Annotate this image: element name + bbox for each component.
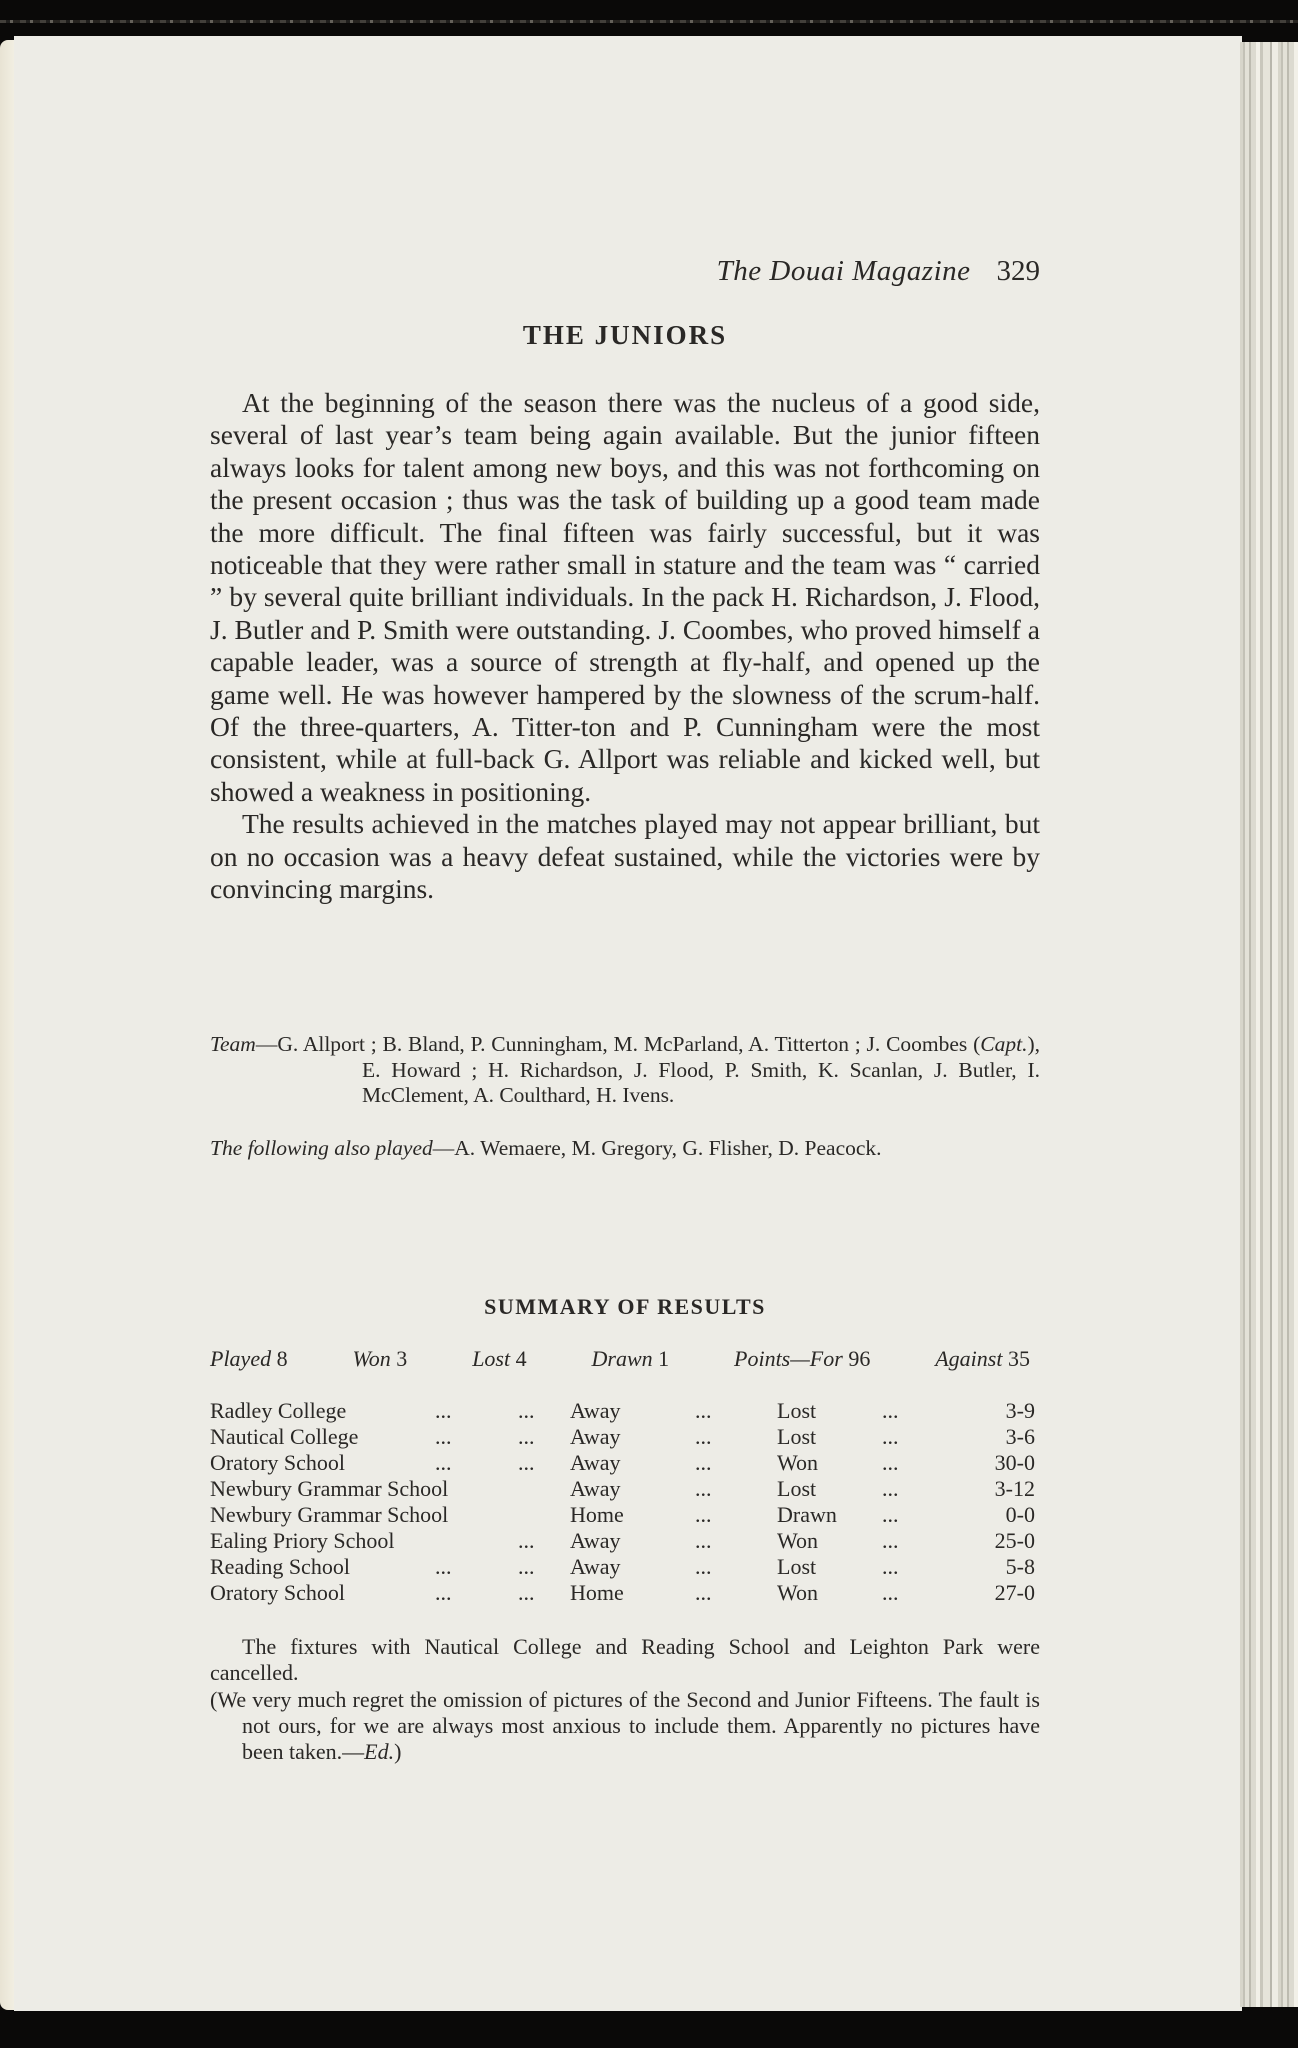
opponent-cell [210,1554,570,1580]
score-cell: 3-9 [1005,1398,1035,1423]
results-table [210,1398,1035,1606]
article-title: THE JUNIORS [522,320,728,350]
stat-value: 35 [1007,1346,1030,1371]
table-row [210,1502,1035,1528]
summary-title: SUMMARY OF RESULTS [484,1294,766,1319]
opponent-name: Newbury Grammar School [210,1502,449,1527]
leader-dots: ... [882,1502,899,1527]
editor-note-close: ) [394,1739,402,1765]
stat-label: Points—For [734,1346,843,1371]
opponent-name: Nautical College [210,1424,359,1449]
team-names: —G. Allport ; B. Bland, P. Cunningham, M. McParland, A. Titterton ; J. Coombes ( [255,1032,981,1056]
result-cell: Lost [777,1424,817,1449]
leader-dots: ... [435,1398,452,1423]
stat-label: Played [210,1346,272,1371]
result-cell: Lost [777,1554,817,1579]
editor-note-text: (We very much regret the omission of pictures of the Second and Junior Fifteens. The fault is not ours, for we are always most anxious to include them. Apparently no pictures have been taken.— [210,1686,1040,1765]
leader-dots: ... [518,1450,535,1475]
opponent-cell [210,1528,570,1554]
also-played-label: The following also played [210,1135,433,1160]
opponent-cell [210,1424,570,1450]
leader-dots: ... [695,1502,712,1527]
leader-dots: ... [518,1424,535,1449]
article-body [210,387,1040,906]
venue-cell: Away [570,1424,621,1449]
leader-dots: ... [695,1476,712,1501]
editor-note [210,1687,1040,1766]
opponent-name: Oratory School [210,1450,346,1475]
stat-label: Won [352,1346,391,1371]
leader-dots: ... [882,1554,899,1579]
score-cell: 3-12 [994,1476,1035,1501]
team-lists [210,1032,1040,1188]
page-number: 329 [996,255,1040,287]
leader-dots: ... [695,1528,712,1553]
table-row [210,1398,1035,1424]
score-cell: 3-6 [1005,1424,1035,1449]
stat-item [472,1346,526,1372]
opponent-name: Reading School [210,1554,350,1579]
stat-label: Against [935,1346,1003,1371]
result-cell: Lost [777,1476,817,1501]
paragraph: The results achieved in the matches played may not appear brilliant, but on no occasion was a heavy defeat sustained, while the victories were by convincing margins. [210,808,1040,905]
opponent-cell [210,1398,570,1424]
leader-dots: ... [882,1424,899,1449]
stat-label: Drawn [591,1346,653,1371]
table-row [210,1580,1035,1606]
leader-dots: ... [882,1398,899,1423]
cancelled-note: The fixtures with Nautical College and Reading School and Leighton Park were cancelled. [210,1634,1040,1686]
venue-cell: Home [570,1502,624,1527]
leader-dots: ... [695,1554,712,1579]
leader-dots: ... [435,1424,452,1449]
opponent-name: Ealing Priory School [210,1528,395,1553]
also-played-names: —A. Wemaere, M. Gregory, G. Flisher, D. Peacock. [432,1135,882,1160]
leader-dots: ... [695,1424,712,1449]
score-cell: 25-0 [994,1528,1035,1553]
leader-dots: ... [882,1476,899,1501]
stat-value: 96 [848,1346,871,1371]
leader-dots: ... [695,1398,712,1423]
venue-cell: Home [570,1580,624,1605]
stat-value: 1 [658,1346,670,1371]
stat-item [592,1346,670,1372]
opponent-cell [210,1502,570,1528]
score-cell: 0-0 [1005,1502,1035,1527]
stat-item [734,1346,870,1372]
leader-dots: ... [518,1580,535,1605]
table-row [210,1528,1035,1554]
team-list [210,1032,1040,1109]
team-names-rest: ), E. Howard ; H. Richardson, J. Flood, P. Smith, K. Scanlan, J. Butler, I. McClement, A. Coulthard, H. Ivens. [362,1032,1040,1107]
venue-cell: Away [570,1476,621,1501]
captain-label: Capt. [980,1032,1028,1056]
summary-stats [210,1346,1030,1372]
leader-dots: ... [882,1580,899,1605]
paragraph: At the beginning of the season there was the nucleus of a good side, several of last year’s team being again available. But the junior fifteen always looks for talent among new boys, and this was not forthcoming on the present occasion ; thus was the task of building up a good team made the more difficult. The final fifteen was fairly successful, but it was noticeable that they were rather small in stature and the team was “ carried ” by several quite brilliant individuals. In the pack H. Richardson, J. Flood, J. Butler and P. Smith were outstanding. J. Coombes, who proved himself a capable leader, was a source of strength at fly-half, and opened up the game well. He was however hampered by the slowness of the scrum-half. Of the three-quarters, A. Titter-ton and P. Cunningham were the most consistent, while at full-back G. Allport was reliable and kicked well, but showed a weakness in positioning. [210,387,1040,807]
venue-cell: Away [570,1554,621,1579]
venue-cell: Away [570,1528,621,1553]
opponent-cell [210,1580,570,1606]
opponent-cell [210,1476,570,1502]
leader-dots: ... [518,1554,535,1579]
score-cell: 30-0 [994,1450,1035,1475]
opponent-name: Oratory School [210,1580,346,1605]
result-cell: Won [777,1580,819,1605]
venue-cell: Away [570,1450,621,1475]
result-cell: Won [777,1450,819,1475]
leader-dots: ... [695,1580,712,1605]
venue-cell: Away [570,1398,621,1423]
stat-value: 4 [515,1346,527,1371]
leader-dots: ... [435,1580,452,1605]
leader-dots: ... [695,1450,712,1475]
notes [210,1634,1040,1765]
running-header [717,255,1040,288]
stat-item [935,1346,1030,1372]
table-row [210,1476,1035,1502]
also-played-list [210,1136,1040,1162]
opponent-name: Newbury Grammar School [210,1476,449,1501]
stat-item [210,1346,288,1372]
magazine-title: The Douai Magazine [716,255,971,287]
result-cell: Lost [777,1398,817,1423]
leader-dots: ... [435,1450,452,1475]
leader-dots: ... [882,1450,899,1475]
table-row [210,1450,1035,1476]
opponent-name: Radley College [210,1398,347,1423]
leader-dots: ... [518,1528,535,1553]
leader-dots: ... [518,1398,535,1423]
score-cell: 27-0 [994,1580,1035,1605]
stat-value: 3 [396,1346,408,1371]
table-row [210,1554,1035,1580]
leader-dots: ... [882,1528,899,1553]
table-row [210,1424,1035,1450]
opponent-cell [210,1450,570,1476]
result-cell: Drawn [777,1502,837,1527]
editor-signature: Ed. [364,1739,395,1765]
page-stack-edge [1240,42,1298,2007]
result-cell: Won [777,1528,819,1553]
stat-label: Lost [472,1346,511,1371]
stat-value: 8 [276,1346,288,1371]
stat-item [352,1346,407,1372]
score-cell: 5-8 [1005,1554,1035,1579]
team-label: Team [210,1032,256,1056]
leader-dots: ... [435,1554,452,1579]
